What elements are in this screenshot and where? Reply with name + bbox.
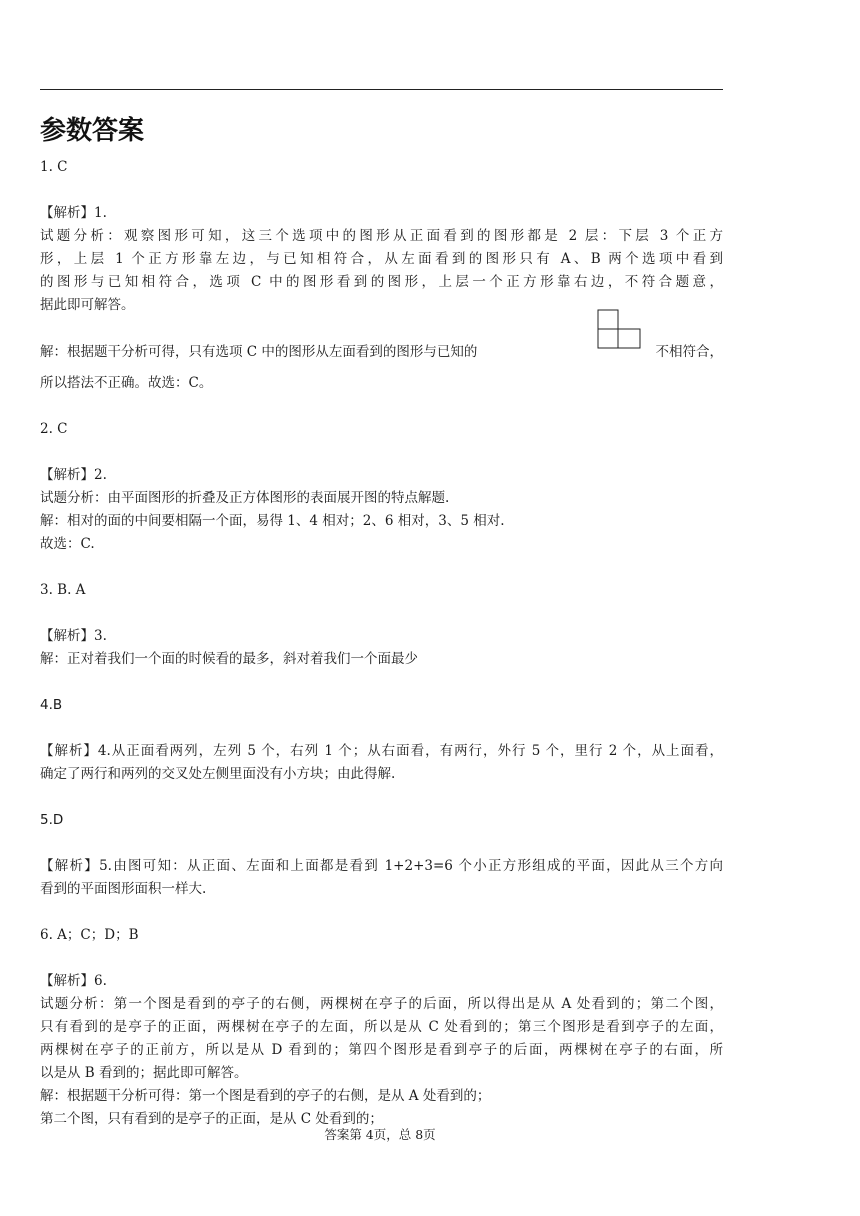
answer-1: 1. C [40, 159, 68, 175]
page-footer: 答案第 4页，总 8页 [324, 1127, 436, 1142]
analysis-6-line-2: 只有看到的是亭子的正面，两棵树在亭子的左面，所以是从 C 处看到的；第三个图形是看到亭子的左面， [40, 1019, 723, 1035]
analysis-6-line-6: 第二个图，只有看到的是亭子的正面，是从 C 处看到的； [40, 1111, 383, 1127]
answer-content [40, 156, 723, 1131]
analysis-6-line-5: 解：根据题干分析可得：第一个图是看到的亭子的右侧，是从 A 处看到的； [40, 1088, 491, 1104]
answer-4: 4.B [40, 697, 63, 713]
analysis-5-line-2: 看到的平面图形面积一样大. [40, 881, 207, 897]
analysis-2-line-2: 解：相对的面的中间要相隔一个面，易得 1、4 相对；2、6 相对，3、5 相对. [40, 513, 505, 529]
analysis-1-head: 【解析】1. [40, 205, 107, 221]
analysis-3-head: 【解析】3. [40, 628, 107, 644]
solution-1-line-1 [40, 341, 723, 364]
square-figure-icon [597, 309, 641, 349]
analysis-2-head: 【解析】2. [40, 467, 107, 483]
solution-1-after: 不相符合， [655, 344, 723, 360]
page-title: 参数答案 [40, 116, 145, 146]
analysis-2-line-1: 试题分析：由平面图形的折叠及正方体图形的表面展开图的特点解题. [40, 490, 450, 506]
analysis-6-line-1: 试题分析：第一个图是看到的亭子的右侧，两棵树在亭子的后面，所以得出是从 A 处看到的；第二个图， [40, 996, 723, 1012]
analysis-3-line-1: 解：正对着我们一个面的时候看的最多，斜对着我们一个面最少 [40, 651, 418, 667]
analysis-6-line-4: 以是从 B 看到的；据此即可解答。 [40, 1065, 248, 1081]
solution-1-line-2: 所以搭法不正确。故选：C。 [40, 375, 213, 391]
analysis-1-line-1: 试题分析：观察图形可知，这三个选项中的图形从正面看到的图形都是 2 层：下层 3 个正方 [40, 228, 723, 244]
analysis-1-line-3: 的图形与已知相符合，选项 C 中的图形看到的图形，上层一个正方形靠右边，不符合题意， [40, 274, 723, 290]
analysis-1-line-2: 形，上层 1 个正方形靠左边，与已知相符合，从左面看到的图形只有 A、B 两个选项中看到 [40, 251, 723, 267]
analysis-1-line-4: 据此即可解答。 [40, 297, 135, 313]
header-rule [40, 89, 723, 90]
answer-5: 5.D [40, 812, 64, 828]
answer-3: 3. B. A [40, 582, 86, 598]
answer-2: 2. C [40, 421, 68, 437]
analysis-4-line-2: 确定了两行和两列的交叉处左侧里面没有小方块；由此得解. [40, 766, 396, 782]
analysis-5-line-1: 【解析】5.由图可知：从正面、左面和上面都是看到 1+2+3=6 个小正方形组成的平面，因此从三个方向 [40, 858, 723, 874]
analysis-2-line-3: 故选：C. [40, 536, 95, 552]
solution-1-before: 解：根据题干分析可得，只有选项 C 中的图形从左面看到的图形与已知的 [40, 344, 478, 360]
analysis-4-line-1: 【解析】4.从正面看两列，左列 5 个，右列 1 个；从右面看，有两行，外行 5 个，里行 2 个，从上面看， [40, 743, 723, 759]
answer-6: 6. A；C；D；B [40, 927, 139, 943]
analysis-6-head: 【解析】6. [40, 973, 107, 989]
analysis-6-line-3: 两棵树在亭子的正前方，所以是从 D 看到的；第四个图形是看到亭子的后面，两棵树在亭子的右面，所 [40, 1042, 723, 1058]
